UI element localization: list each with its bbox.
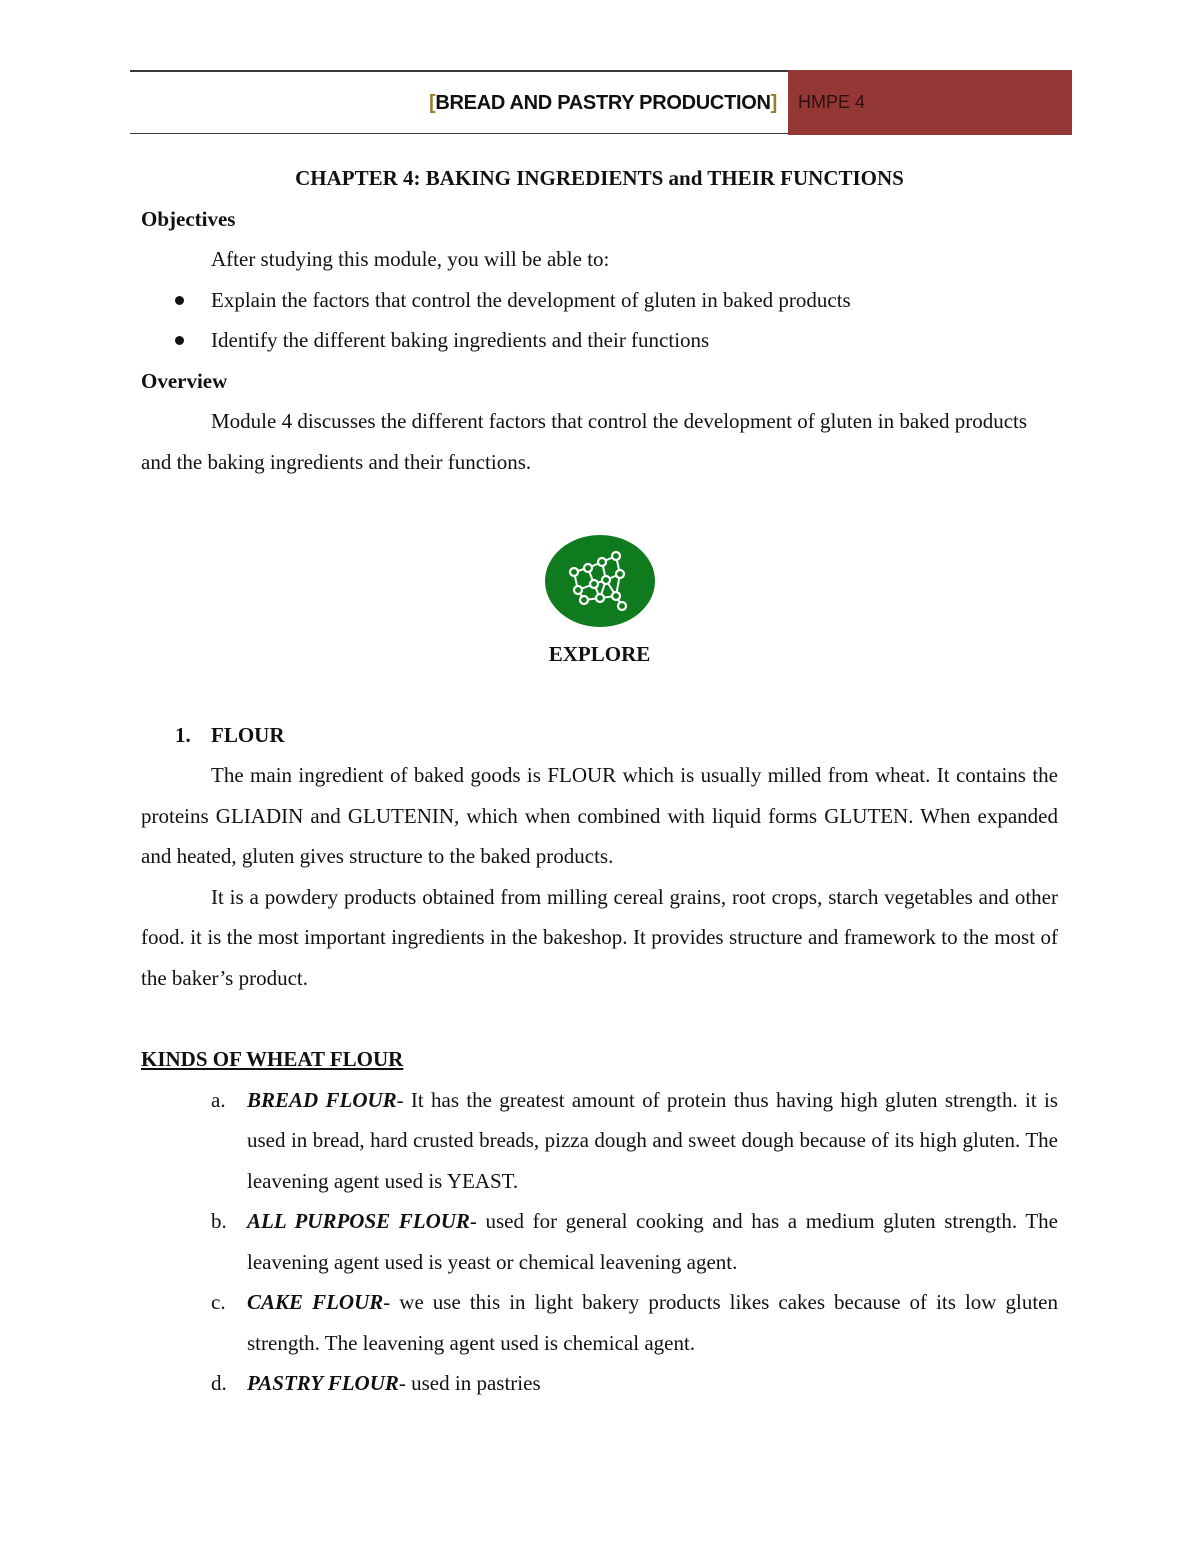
- item-term: CAKE FLOUR: [247, 1290, 384, 1314]
- page-header: [130, 70, 1072, 134]
- header-course-code: HMPE 4: [788, 70, 1072, 135]
- document-body: [141, 158, 1058, 1404]
- section-title: FLOUR: [211, 722, 285, 747]
- item-text: - used for general cooking and has a medium gluten strength. The leavening agent used is yeast or chemical leavening agent.: [247, 1209, 1058, 1274]
- objectives-intro: After studying this module, you will be able to:: [211, 247, 610, 271]
- list-item: [141, 280, 1058, 321]
- overview-heading: Overview: [141, 368, 228, 393]
- kinds-list: [141, 1080, 1058, 1404]
- item-text: - used in pastries: [398, 1371, 541, 1395]
- bullet-icon: [175, 336, 184, 345]
- bullet-icon: [175, 296, 184, 305]
- item-term: ALL PURPOSE FLOUR: [247, 1209, 470, 1233]
- flour-paragraph-2: It is a powdery products obtained from milling cereal grains, root crops, starch vegetables and other food. it is the most important ingredients in the bakeshop. It provides structure and framework to the most of the baker’s product.: [141, 884, 1058, 990]
- objective-text: Explain the factors that control the development of gluten in baked products: [211, 287, 851, 312]
- objective-text: Identify the different baking ingredients and their functions: [211, 328, 710, 352]
- header-title-text: BREAD AND PASTRY PRODUCTION: [435, 91, 771, 114]
- item-text: - It has the greatest amount of protein thus having high gluten strength. it is used in bread, hard crusted breads, pizza dough and sweet dough because of its high gluten. The leavening agent used is YEAST.: [247, 1087, 1058, 1193]
- flour-paragraph-1: The main ingredient of baked goods is FLOUR which is usually milled from wheat. It contains the proteins GLIADIN and GLUTENIN, which when combined with liquid forms GLUTEN. When expanded and heated, gluten gives structure to the baked products.: [141, 763, 1058, 868]
- kinds-heading: KINDS OF WHEAT FLOUR: [141, 1047, 404, 1071]
- chapter-title: CHAPTER 4: BAKING INGREDIENTS and THEIR FUNCTIONS: [295, 166, 904, 190]
- item-term: PASTRY FLOUR: [247, 1371, 399, 1395]
- header-title: [130, 72, 787, 134]
- objectives-heading: Objectives: [141, 206, 236, 231]
- explore-label: EXPLORE: [548, 642, 651, 666]
- flour-heading: [141, 715, 1058, 756]
- objectives-list: [141, 280, 1058, 361]
- list-item: [141, 1282, 1058, 1363]
- list-item: [141, 320, 1058, 361]
- header-bracket-close: ]: [770, 91, 777, 114]
- header-bracket-open: [: [429, 91, 436, 114]
- item-text: - we use this in light bakery products likes cakes because of its low gluten strength. The leavening agent used is chemical agent.: [247, 1290, 1059, 1355]
- list-item: [141, 1363, 1058, 1404]
- item-letter: c.: [211, 1290, 226, 1314]
- list-item: [141, 1201, 1058, 1282]
- item-letter: b.: [211, 1209, 227, 1233]
- explore-icon-container: [141, 534, 1058, 628]
- item-term: BREAD FLOUR: [247, 1087, 397, 1112]
- section-number: 1.: [175, 722, 191, 747]
- list-item: [141, 1080, 1058, 1202]
- overview-text: Module 4 discusses the different factors that control the development of gluten in baked products and the baking ingredients and their functions.: [141, 409, 1028, 474]
- molecule-icon: [544, 534, 656, 628]
- item-letter: d.: [211, 1371, 227, 1395]
- item-letter: a.: [211, 1087, 226, 1112]
